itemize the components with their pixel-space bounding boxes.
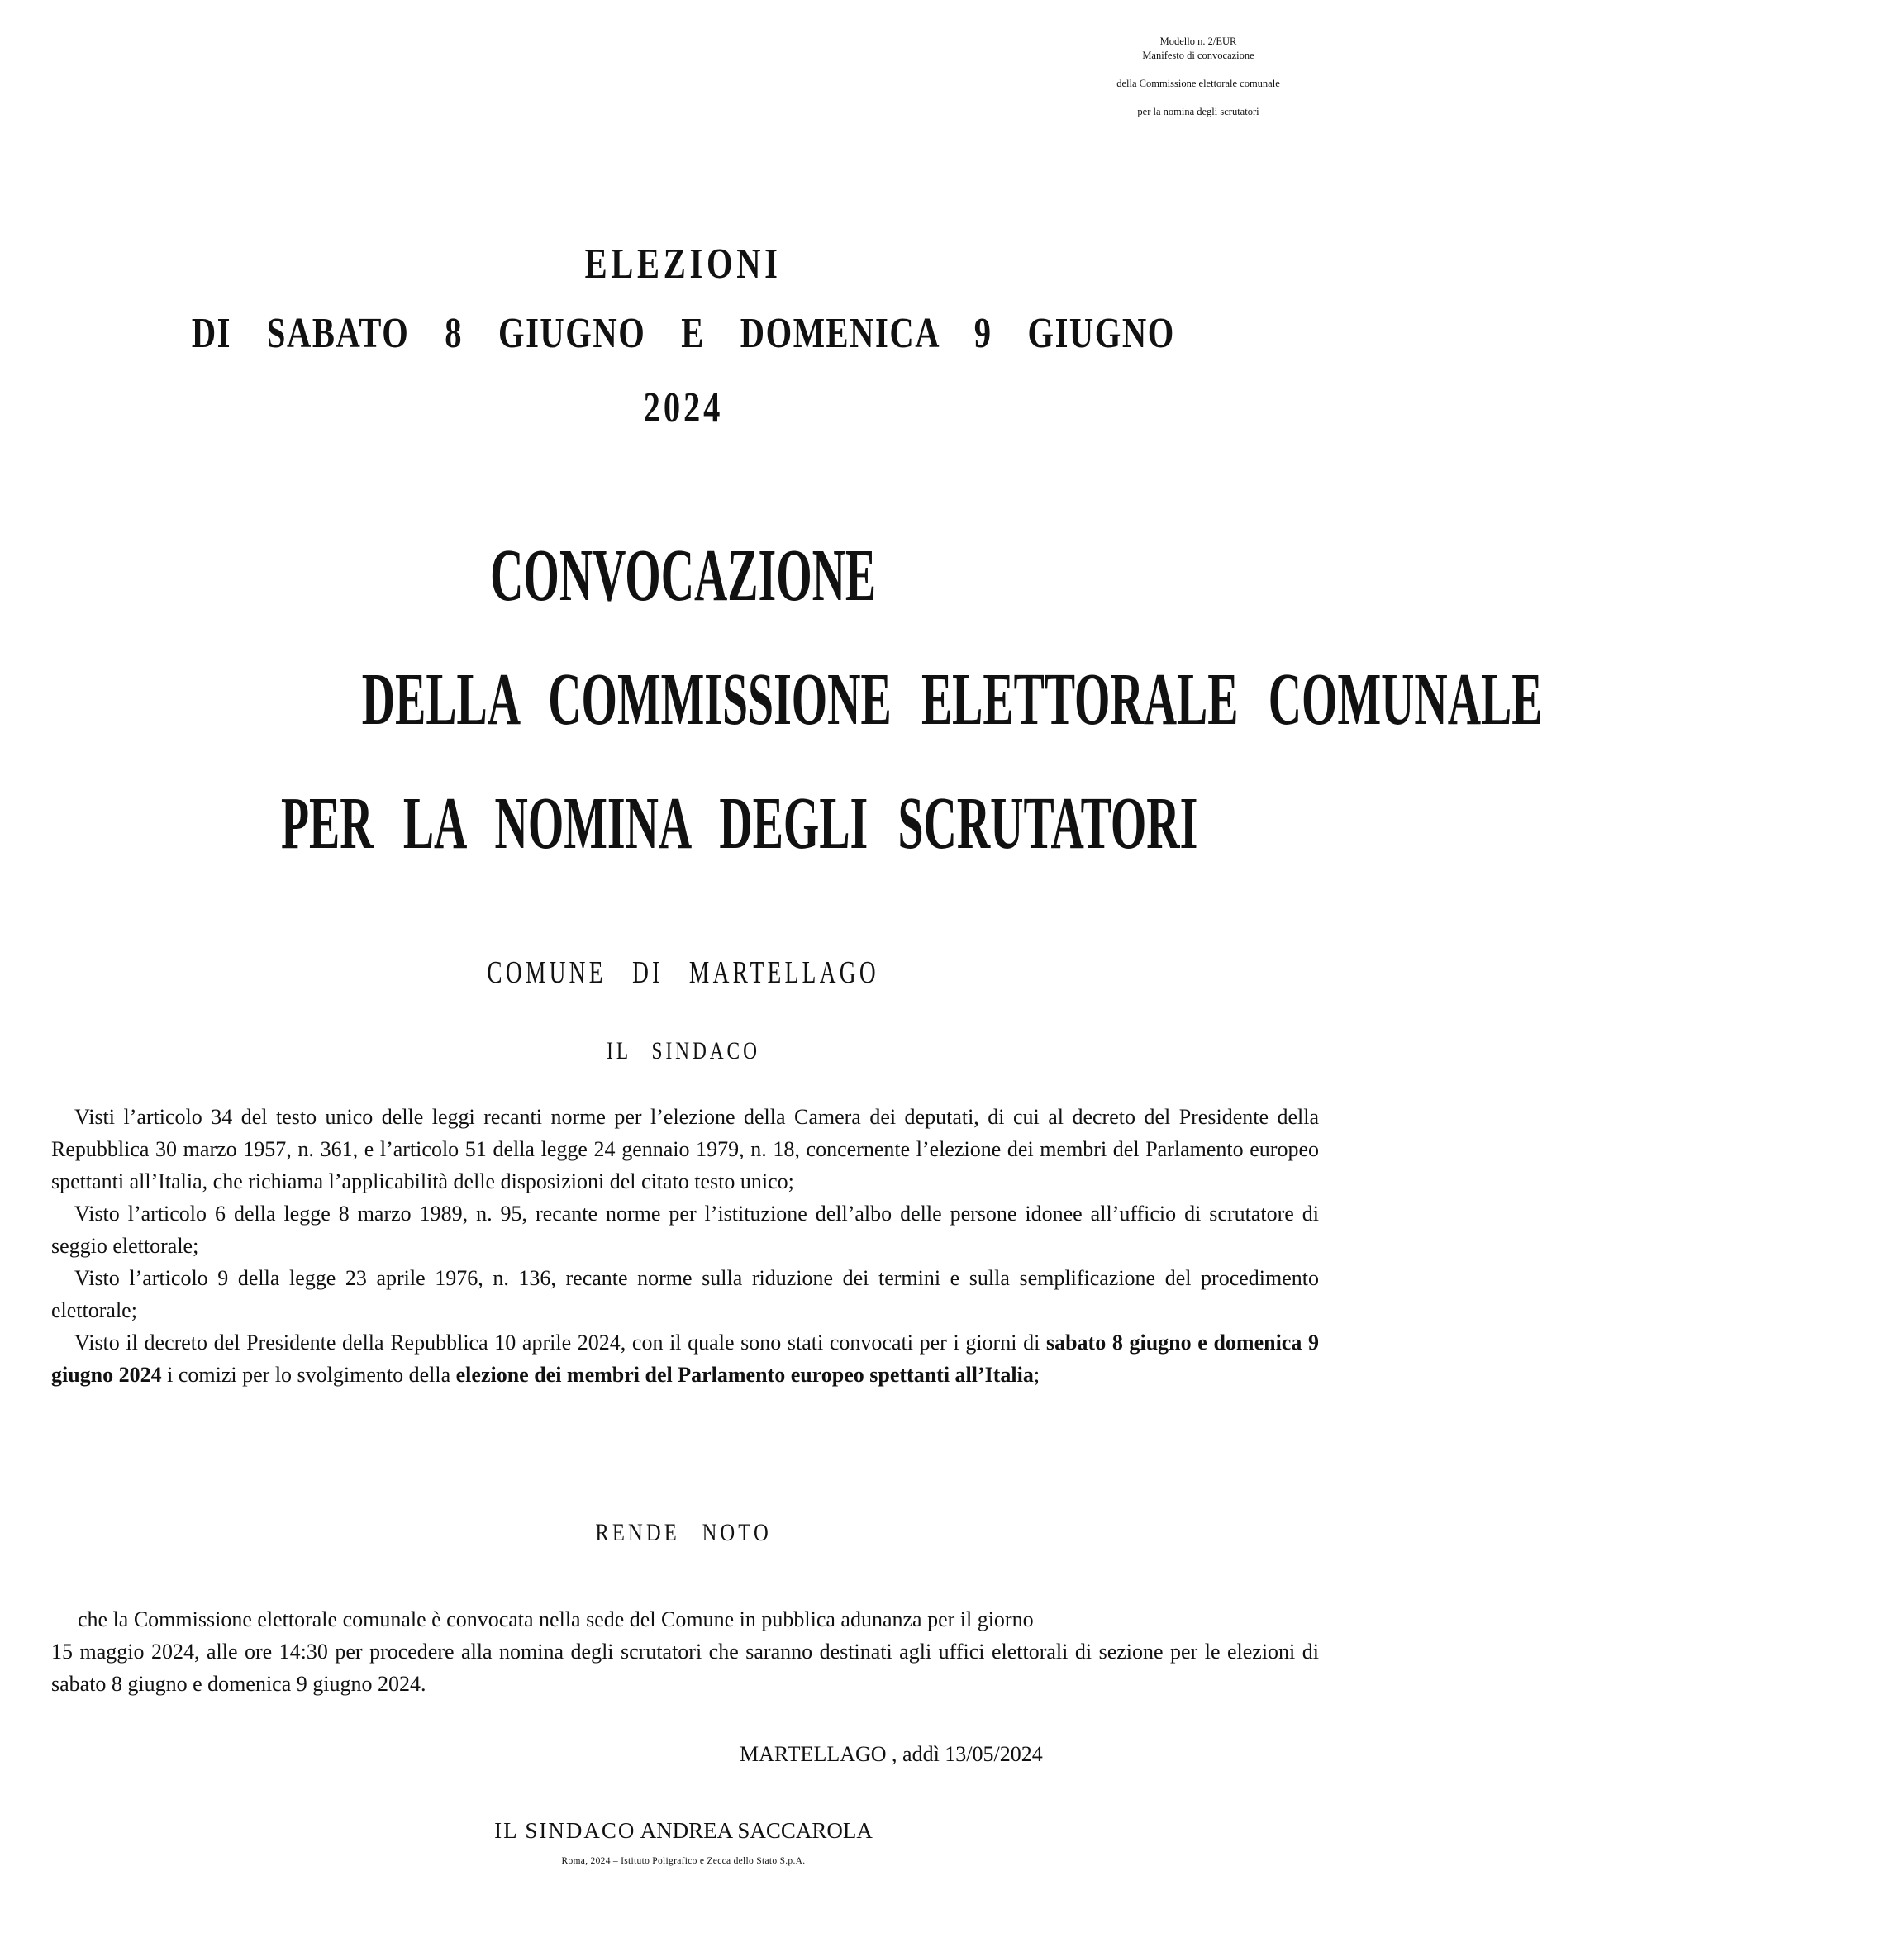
preamble-paragraph-1: Visti l’articolo 34 del testo unico delle leggi recanti norme per l’elezione della Camera dei deputati, di cui al decreto del Presidente della Repubblica 30 marzo 1957, n. 361, e l’articolo 51 della legge 24 gennaio 1979, n. 18, concernente l’elezione dei membri del Parlamento europeo spettanti all’Italia, che richiama l’applicabilità delle disposizioni del citato testo unico; [51,1105,1319,1193]
preamble-p4-bold-dates: sabato 8 giugno e domenica 9 giugno 2024 [51,1331,1319,1387]
model-reference [1033,35,1364,119]
signature-name: ANDREA SACCAROLA [640,1818,873,1843]
convocation-line-1: CONVOCAZIONE [490,535,877,617]
mayor-heading [0,1037,1367,1065]
preamble-paragraph-2: Visto l’articolo 6 della legge 8 marzo 1989, n. 95, recante norme per l’istituzione dell’albo delle persone idonee all’ufficio di scrutatore di seggio elettorale; [51,1202,1319,1258]
election-title-text: ELEZIONI [584,240,783,288]
preamble-p4-text-b: i comizi per lo svolgimento della [161,1363,456,1387]
model-line-2: della Commissione elettorale comunale [1116,77,1280,89]
signature-role: IL SINDACO [494,1818,636,1843]
notice-line-1: che la Commissione elettorale comunale è convocata nella sede del Comune in pubblica adunanza per il giorno [78,1607,1034,1631]
preamble-p4-text-a: Visto il decreto del Presidente della Repubblica 10 aprile 2024, con il quale sono stati convocati per i giorni di [74,1331,1046,1355]
model-line-3: per la nomina degli scrutatori [1137,105,1259,117]
convocation-line-2: DELLA COMMISSIONE ELETTORALE COMUNALE [361,659,1543,740]
election-dates-text: DI SABATO 8 GIUGNO E DOMENICA 9 GIUGNO [191,310,1176,357]
rende-noto-heading [0,1519,1367,1547]
preamble-p4-bold-election: elezione dei membri del Parlamento europeo spettanti all’Italia [455,1363,1034,1387]
preamble-p4-text-c: ; [1033,1363,1040,1387]
convocation-notice [51,1603,1319,1700]
convocation-purpose [0,781,1367,866]
convocation-line-3: PER LA NOMINA DEGLI SCRUTATORI [280,783,1198,864]
municipality-heading [0,955,1367,991]
printer-imprint: Roma, 2024 – Istituto Poligrafico e Zecca dello Stato S.p.A. [561,1856,806,1866]
legal-preamble [51,1101,1319,1391]
municipality-name: COMUNE DI MARTELLAGO [487,955,880,990]
rende-noto-text: RENDE NOTO [595,1519,772,1546]
election-year [0,383,1367,432]
preamble-paragraph-3: Visto l’articolo 9 della legge 23 aprile 1976, n. 136, recante norme sulla riduzione dei termini e sulla semplificazione del procedimento elettorale; [51,1266,1319,1322]
election-year-text: 2024 [643,384,724,431]
model-line-1: Manifesto di convocazione [1142,49,1254,61]
convocation-title [0,533,1367,618]
notice-line-2: 15 maggio 2024, alle ore 14:30 per procedere alla nomina degli scrutatori che saranno destinati agli uffici elettorali di sezione per le elezioni di sabato 8 giugno e domenica 9 giugno 2024. [51,1640,1319,1696]
convocation-subtitle [0,657,1543,742]
model-code: Modello n. 2/EUR [1159,36,1237,47]
preamble-paragraph-4 [51,1326,1319,1391]
place-and-date: MARTELLAGO , addì 13/05/2024 [740,1742,1043,1766]
election-dates [0,309,1367,358]
election-title [0,240,1367,288]
mayor-heading-text: IL SINDACO [607,1037,760,1064]
mayor-signature [0,1818,1367,1844]
